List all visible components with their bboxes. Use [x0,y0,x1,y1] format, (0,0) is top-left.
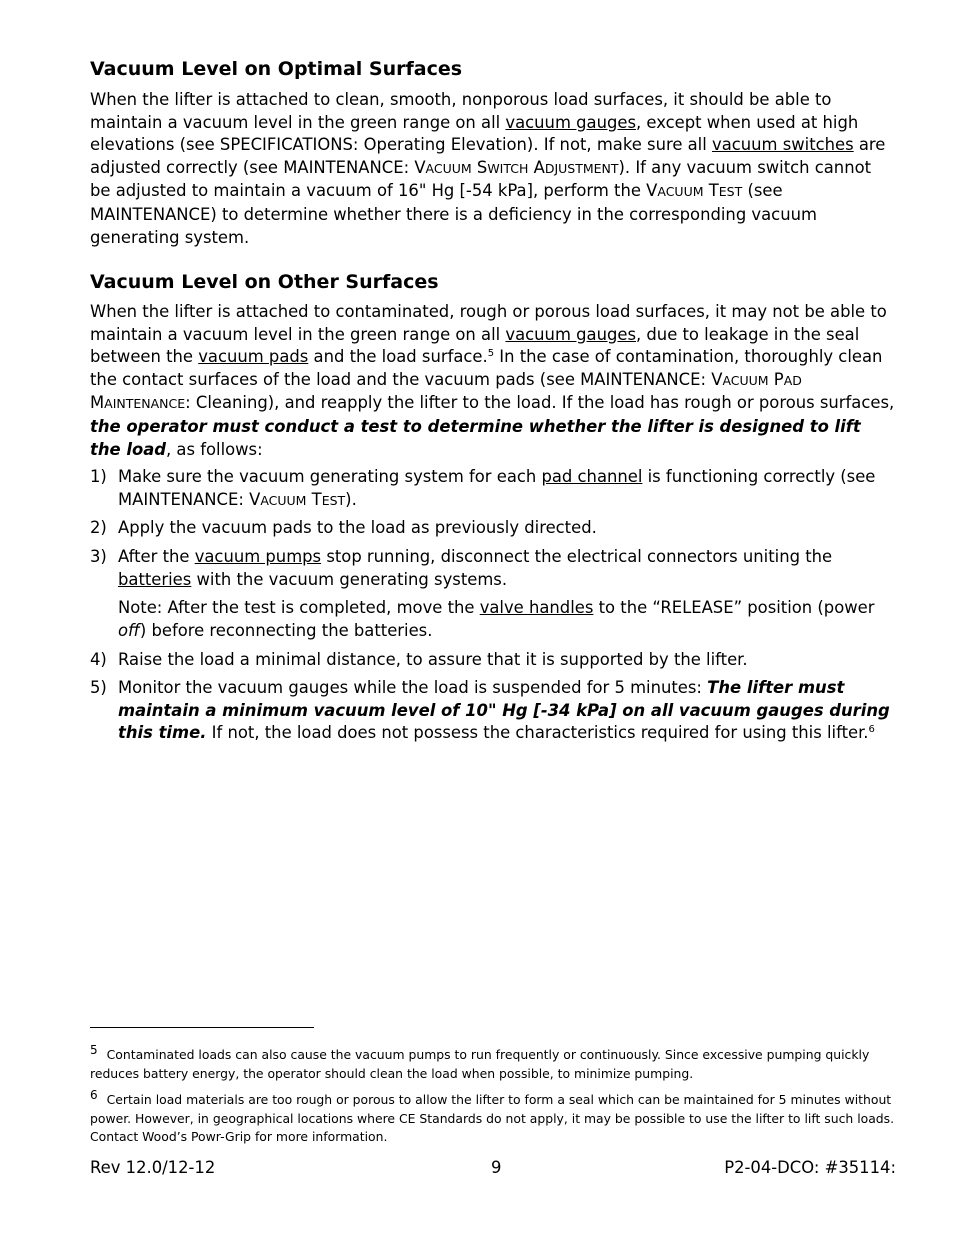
text-run: If not, the load does not possess the characteristics required for using this lifter. [206,723,869,743]
footnote-text: Contaminated loads can also cause the vacuum pumps to run frequently or continuously. Since excessive pumping quickly reduces battery energy, the operator should clean the load when possible, to minimize pumping. [90,1047,870,1081]
text-run: , except when used at high elevations (see SPECIFICATIONS: Operating Elevation). If not, make sure all [90,112,859,155]
small-caps-initial: V [646,181,658,201]
small-caps-initial: T [703,181,719,201]
text-run: and the load surface. [308,347,488,367]
term-vacuum-pads: vacuum pads [198,347,309,367]
section-heading-optimal-surfaces: Vacuum Level on Optimal Surfaces [90,58,463,80]
text-run: is functioning correctly (see MAINTENANCE: [118,467,876,509]
list-number: 4) [90,650,107,669]
small-caps-initial: T [306,489,322,509]
footnote-ref-5: 5 [487,348,495,360]
list-item-text [118,517,896,540]
small-caps-initial: V [249,489,261,509]
text-run: ). [345,489,357,509]
footer-document-id: P2-04-DCO: #35114: [724,1158,896,1177]
small-caps-text: ACUUM [722,372,769,388]
text-run: Apply the vacuum pads to the load as previously directed. [118,518,597,537]
footnote-5 [90,1043,896,1083]
small-caps-text: ACUUM [260,492,307,508]
small-caps-initial: P [768,369,784,389]
text-run: When the lifter is attached to contaminated, rough or porous load surfaces, it may not be able to maintain a vacuum level in the green range on all [90,302,887,344]
section-paragraph-optimal-surfaces [90,89,896,249]
term-valve-handles: valve handles [479,598,594,617]
term-pad-channel: pad channel [541,467,643,486]
small-caps-initial: V [414,157,426,177]
small-caps-text: EST [321,492,346,508]
small-caps-initial: V [711,369,723,389]
text-run: Raise the load a minimal distance, to assure that it is supported by the lifter. [118,650,748,669]
small-caps-initial: A [528,157,545,177]
small-caps-initial: S [471,157,488,177]
footnote-mark: 6 [90,1088,98,1102]
text-run: (see MAINTENANCE) to determine whether there is a deficiency in the corresponding vacuum generating system. [90,181,817,247]
small-caps-text: ACUUM [657,184,704,200]
small-caps-text: AD [783,372,802,388]
text-run: In the case of contamination, thoroughly clean the contact surfaces of the load and the vacuum pads (see MAINTENANCE: [90,347,883,389]
list-number: 1) [90,467,107,486]
footnote-mark: 5 [90,1043,98,1057]
list-item-text [118,466,896,512]
small-caps-text: ACUUM [425,160,472,176]
section-heading-other-surfaces: Vacuum Level on Other Surfaces [90,271,439,293]
term-vacuum-pumps: vacuum pumps [194,547,322,566]
term-vacuum-gauges: vacuum gauges [505,324,636,344]
small-caps-text: AINTENANCE [104,396,186,412]
note-text [118,597,896,642]
term-batteries: batteries [118,569,192,589]
small-caps-text: DJUSTMENT [544,160,619,176]
footnote-ref-6: 6 [868,724,875,736]
text-run: When the lifter is attached to clean, smooth, nonporous load surfaces, it should be able to maintain a vacuum level in the green range on all [90,90,832,132]
text-run: , due to leakage in the seal between the [90,324,860,367]
list-number: 5) [90,678,107,697]
text-run: , as follows: [166,439,263,459]
text-run: After the [118,547,195,566]
term-vacuum-gauges: vacuum gauges [505,112,636,132]
small-caps-text: WITCH [487,160,529,176]
emphasis-text: The lifter must maintain a minimum vacuum level of 10" Hg [-34 kPa] on all vacuum gauges during this time. [118,678,890,743]
emphasis-text: the operator must conduct a test to determine whether the lifter is designed to lift the load [90,416,861,459]
list-number: 3) [90,547,107,566]
footnote-6 [90,1088,896,1147]
text-run: Make sure the vacuum generating system for each [118,467,542,486]
list-number: 2) [90,518,107,537]
text-run: are adjusted correctly (see MAINTENANCE: [90,135,886,177]
text-run: with the vacuum generating systems. [191,569,508,589]
text-run: to the “RELEASE” position (power [593,598,875,617]
footer-page-number: 9 [491,1158,502,1177]
small-caps-text: EST [718,184,743,200]
text-run: ). If any vacuum switch cannot be adjusted to maintain a vacuum of 16" Hg [-54 kPa], perform the [90,157,872,201]
term-vacuum-switches: vacuum switches [712,135,854,155]
italic-text: off [118,620,140,640]
list-item-text [118,649,896,672]
text-run: Monitor the vacuum gauges while the load is suspended for 5 minutes: [118,678,708,697]
text-run: stop running, disconnect the electrical connectors uniting the [321,547,833,566]
small-caps-initial: M [90,393,105,413]
footnote-separator [90,1027,314,1028]
list-item-text [118,546,896,591]
footnote-text: Certain load materials are too rough or porous to allow the lifter to form a seal which can be maintained for 5 minutes without power. However, in geographical locations where CE Standards do not apply, it may be possible to use the lifter to lift such loads. Contact Wood’s Powr-Grip for more information. [90,1092,895,1144]
text-run: : Cleaning), and reapply the lifter to the load. If the load has rough or porous surfaces, [185,393,895,413]
text-run: ) before reconnecting the batteries. [139,620,433,640]
list-item-text [118,677,896,745]
text-run: Note: After the test is completed, move the [118,598,480,617]
footer-revision: Rev 12.0/12-12 [90,1158,216,1177]
section-paragraph-other-surfaces [90,301,896,461]
